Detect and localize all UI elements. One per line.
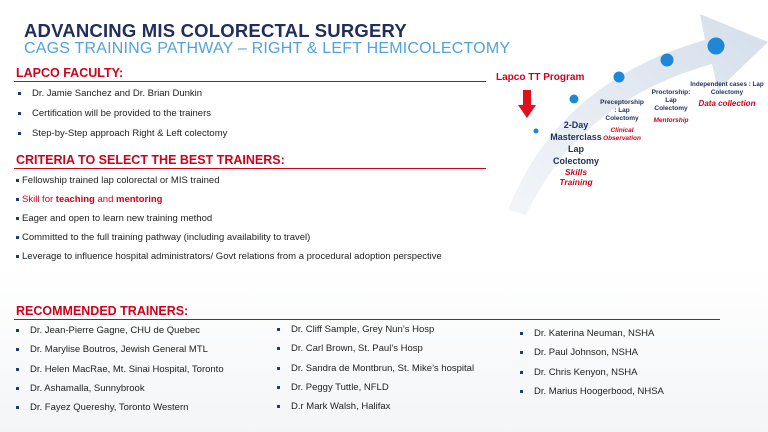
trainer-item: Dr. Sandra de Montbrun, St. Mike’s hospital: [277, 363, 474, 382]
bullet-icon: [277, 405, 280, 408]
stage-proctorship: Proctorship: Lap Colectomy Mentorship: [651, 89, 691, 124]
bullet-icon: [18, 92, 21, 95]
trainer-item: D.r Mark Walsh, Halifax: [277, 401, 474, 420]
bullet-icon: [16, 406, 19, 409]
trainer-item: Dr. Peggy Tuttle, NFLD: [277, 382, 474, 401]
pathway-dot-1: [534, 129, 539, 134]
trainer-item: Dr. Ashamalla, Sunnybrook: [16, 383, 224, 402]
stage-masterclass: 2-Day Masterclass Lap Colectomy Skills Training: [550, 120, 602, 187]
bullet-icon: [16, 368, 19, 371]
bullet-icon: [16, 329, 19, 332]
bullet-icon: [520, 351, 523, 354]
faculty-heading: LAPCO FACULTY:: [16, 66, 124, 80]
bullet-icon: [16, 217, 19, 220]
bullet-icon: [16, 236, 19, 239]
trainer-item: Dr. Fayez Quereshy, Toronto Western: [16, 402, 224, 421]
page-title: ADVANCING MIS COLORECTAL SURGERY: [24, 20, 407, 41]
bullet-icon: [520, 371, 523, 374]
trainer-item: Dr. Chris Kenyon, NSHA: [520, 367, 664, 386]
bullet-icon: [16, 198, 19, 201]
stage-independent-cases: Independent cases : Lap Colectomy Data collection: [690, 81, 764, 108]
criteria-item: Committed to the full training pathway (including availability to travel): [16, 232, 442, 251]
bullet-icon: [277, 367, 280, 370]
bullet-icon: [16, 387, 19, 390]
pathway-dot-5: [708, 38, 725, 55]
bullet-icon: [18, 132, 21, 135]
trainers-column-1: [16, 325, 224, 421]
criteria-divider: [14, 168, 486, 169]
bullet-icon: [277, 328, 280, 331]
trainer-item: Dr. Jean-Pierre Gagne, CHU de Quebec: [16, 325, 224, 344]
bullet-icon: [520, 390, 523, 393]
bullet-icon: [16, 348, 19, 351]
criteria-item: Leverage to influence hospital administrators/ Govt relations from a procedural adoption perspective: [16, 251, 442, 270]
criteria-list: [16, 175, 442, 270]
pathway-dot-3: [614, 72, 625, 83]
trainer-item: Dr. Katerina Neuman, NSHA: [520, 328, 664, 347]
trainer-item: Dr. Paul Johnson, NSHA: [520, 347, 664, 366]
criteria-heading: CRITERIA TO SELECT THE BEST TRAINERS:: [16, 153, 285, 167]
trainer-item: Dr. Marius Hoogerbood, NHSA: [520, 386, 664, 405]
pathway-dot-4: [661, 54, 674, 67]
bullet-icon: [520, 332, 523, 335]
faculty-item: Dr. Jamie Sanchez and Dr. Brian Dunkin: [18, 88, 227, 108]
stage-preceptorship: Preceptorship : Lap Colectomy Clinical Observation: [600, 99, 644, 142]
criteria-item: Fellowship trained lap colorectal or MIS trained: [16, 175, 442, 194]
bullet-icon: [16, 179, 19, 182]
trainers-divider: [14, 319, 720, 320]
red-down-arrow-icon: [518, 90, 536, 118]
trainer-item: Dr. Marylise Boutros, Jewish General MTL: [16, 344, 224, 363]
bullet-icon: [277, 386, 280, 389]
criteria-item-skill: Skill for teaching and mentoring: [16, 194, 442, 213]
trainers-heading: RECOMMENDED TRAINERS:: [16, 304, 189, 318]
trainer-item: Dr. Carl Brown, St. Paul’s Hosp: [277, 343, 474, 362]
bullet-icon: [277, 347, 280, 350]
pathway-dot-2: [570, 95, 579, 104]
page-subtitle: CAGS TRAINING PATHWAY – RIGHT & LEFT HEMICOLECTOMY: [24, 40, 511, 57]
program-label: Lapco TT Program: [496, 72, 585, 83]
trainers-column-3: [520, 328, 664, 405]
faculty-item: Step-by-Step approach Right & Left colectomy: [18, 128, 227, 148]
criteria-item: Eager and open to learn new training method: [16, 213, 442, 232]
bullet-icon: [18, 112, 21, 115]
trainer-item: Dr. Helen MacRae, Mt. Sinai Hospital, Toronto: [16, 364, 224, 383]
trainers-column-2: [277, 324, 474, 420]
bullet-icon: [16, 255, 19, 258]
faculty-item: Certification will be provided to the trainers: [18, 108, 227, 128]
faculty-divider: [14, 81, 486, 82]
trainer-item: Dr. Cliff Sample, Grey Nun’s Hosp: [277, 324, 474, 343]
faculty-list: [18, 88, 227, 148]
